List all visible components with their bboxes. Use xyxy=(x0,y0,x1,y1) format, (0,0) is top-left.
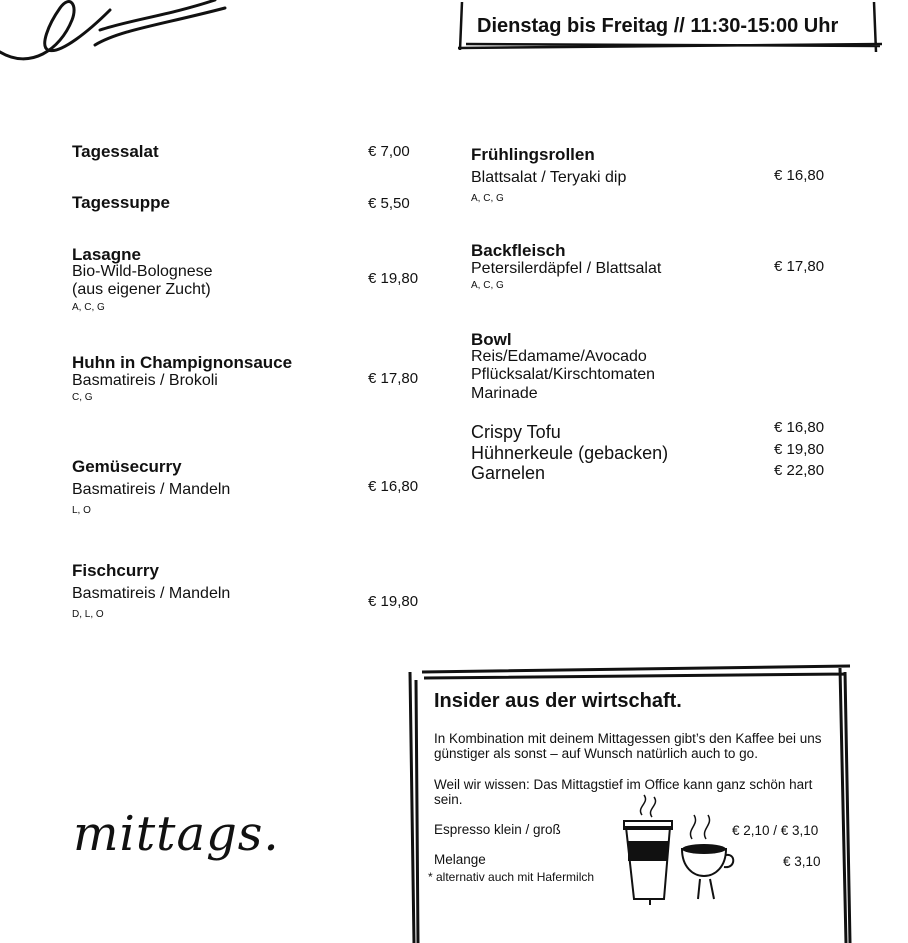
dish-price: € 19,80 xyxy=(368,593,419,610)
bowl-option-price: € 19,80 xyxy=(774,441,825,458)
dish-allergens: L, O xyxy=(72,505,91,516)
dish-description: Basmatireis / Mandeln xyxy=(72,481,231,498)
dish-description: Marinade xyxy=(471,385,538,402)
dish-name: Huhn in Champignonsauce xyxy=(72,353,293,372)
dish-description: Pflücksalat/Kirschtomaten xyxy=(471,366,656,383)
dish-allergens: A, C, G xyxy=(471,280,504,291)
espresso-price: € 2,10 / € 3,10 xyxy=(732,823,819,838)
insider-title: Insider aus der wirtschaft. xyxy=(434,690,682,712)
bowl-option: Hühnerkeule (gebacken) xyxy=(471,443,669,463)
insider-paragraph: In Kombination mit deinem Mittagessen gibt’s den Kaffee bei uns günstiger als sonst – auf Wunsch natürlich auch to go. xyxy=(434,731,822,761)
dish-allergens: A, C, G xyxy=(471,193,504,204)
bowl-option: Crispy Tofu xyxy=(471,422,561,442)
dish-description: Basmatireis / Mandeln xyxy=(72,585,231,602)
dish-price: € 17,80 xyxy=(774,258,825,275)
dish-description: Petersilerdäpfel / Blattsalat xyxy=(471,260,662,277)
insider-paragraph: Weil wir wissen: Das Mittagstief im Office kann ganz schön hart sein. xyxy=(434,777,813,807)
dish-name: Tagessuppe xyxy=(72,193,170,212)
dish-description: Reis/Edamame/Avocado xyxy=(471,348,647,365)
dish-description: Bio-Wild-Bolognese xyxy=(72,263,213,280)
dish-allergens: D, L, O xyxy=(72,609,104,620)
bowl-option-price: € 16,80 xyxy=(774,419,825,436)
dish-name: Backfleisch xyxy=(471,241,566,260)
dish-name: Lasagne xyxy=(72,245,141,264)
dish-name: Tagessalat xyxy=(72,142,159,161)
dish-name: Gemüsecurry xyxy=(72,457,182,476)
melange-price: € 3,10 xyxy=(783,854,821,869)
opening-hours: Dienstag bis Freitag // 11:30-15:00 Uhr xyxy=(477,15,839,37)
dish-price: € 7,00 xyxy=(368,143,410,160)
bowl-option: Garnelen xyxy=(471,463,546,483)
footnote: * alternativ auch mit Hafermilch xyxy=(428,870,595,884)
coffee-cups-illustration xyxy=(620,795,740,907)
dish-price: € 17,80 xyxy=(368,370,419,387)
menu-title: mittags. xyxy=(73,806,280,862)
dish-price: € 19,80 xyxy=(368,270,419,287)
decorative-scribble xyxy=(0,0,240,70)
melange-label: Melange xyxy=(434,852,486,867)
dish-price: € 5,50 xyxy=(368,195,410,212)
dish-description: (aus eigener Zucht) xyxy=(72,281,211,298)
dish-description: Basmatireis / Brokoli xyxy=(72,372,218,389)
dish-name: Bowl xyxy=(471,330,512,349)
espresso-label: Espresso klein / groß xyxy=(434,822,561,837)
dish-price: € 16,80 xyxy=(774,167,825,184)
bowl-option-price: € 22,80 xyxy=(774,462,825,479)
dish-description: Blattsalat / Teryaki dip xyxy=(471,169,627,186)
dish-name: Fischcurry xyxy=(72,561,159,580)
dish-allergens: C, G xyxy=(72,392,93,403)
dish-name: Frühlingsrollen xyxy=(471,145,595,164)
dish-allergens: A, C, G xyxy=(72,302,105,313)
dish-price: € 16,80 xyxy=(368,478,419,495)
